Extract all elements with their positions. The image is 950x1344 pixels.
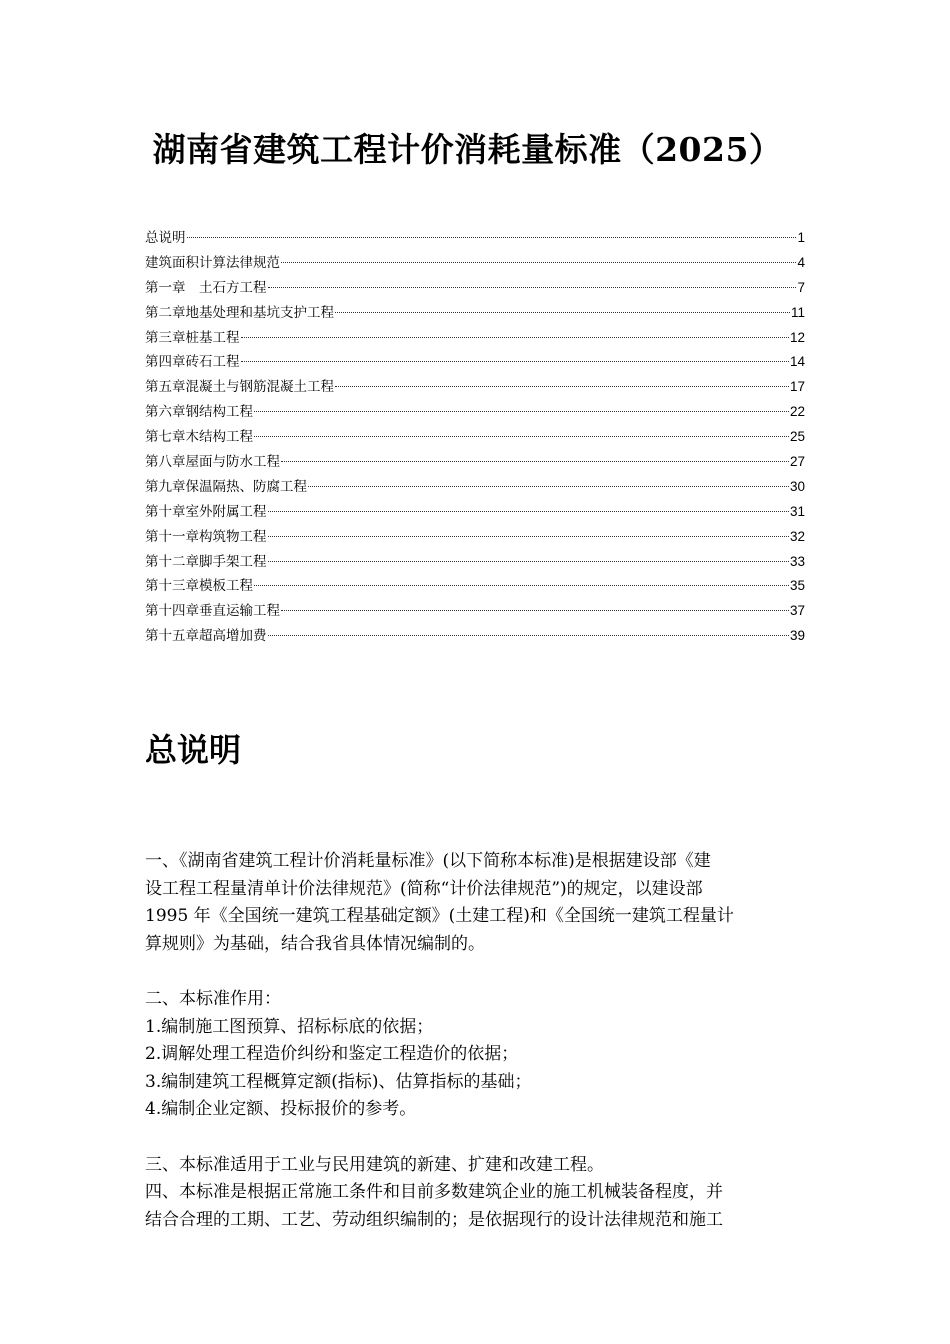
toc-entry[interactable] (145, 326, 805, 351)
body-line: 4.编制企业定额、投标报价的参考。 (145, 1099, 417, 1120)
body-line: 1.编制施工图预算、招标标底的依据； (145, 1016, 434, 1037)
toc-entry-label: 第三章桩基工程 (145, 329, 240, 346)
toc-entry[interactable] (145, 350, 805, 375)
toc-entry-label: 第七章木结构工程 (145, 429, 253, 446)
toc-entry[interactable] (145, 251, 805, 276)
toc-dot-leader (254, 436, 789, 437)
toc-entry[interactable] (145, 525, 805, 550)
toc-entry-page: 17 (789, 379, 805, 395)
toc-entry-page: 14 (789, 354, 805, 370)
body-line: 2.调解处理工程造价纠纷和鉴定工程造价的依据； (145, 1044, 519, 1065)
toc-entry[interactable] (145, 500, 805, 525)
toc-entry[interactable] (145, 574, 805, 599)
toc-entry[interactable] (145, 475, 805, 500)
section-body (145, 848, 810, 1234)
document-title: 湖南省建筑工程计价消耗量标准（2025） (152, 130, 783, 169)
toc-dot-leader (308, 486, 789, 487)
toc-dot-leader (281, 262, 796, 263)
toc-entry-label: 第十二章脚手架工程 (145, 553, 267, 570)
toc-entry-page: 32 (789, 528, 805, 544)
toc-entry-page: 22 (789, 404, 805, 420)
body-line: 三、本标准适用于工业与民用建筑的新建、扩建和改建工程。 (145, 1154, 604, 1175)
toc-entry-label: 第六章钢结构工程 (145, 404, 253, 421)
toc-entry[interactable] (145, 276, 805, 301)
toc-dot-leader (254, 411, 789, 412)
toc-entry[interactable] (145, 599, 805, 624)
toc-dot-leader (268, 511, 789, 512)
body-line: 结合合理的工期、工艺、劳动组织编制的；是依据现行的设计法律规范和施工 (145, 1209, 723, 1230)
table-of-contents (145, 226, 805, 649)
toc-entry[interactable] (145, 450, 805, 475)
toc-entry-label: 第十章室外附属工程 (145, 503, 267, 520)
body-line: 一、《湖南省建筑工程计价消耗量标准》(以下简称本标准)是根据建设部《建 (145, 851, 711, 871)
toc-entry-label: 第十三章模板工程 (145, 578, 253, 595)
body-line: 设工程工程量清单计价法律规范》(简称“计价法律规范”)的规定，以建设部 (145, 878, 703, 899)
toc-entry-page: 25 (789, 429, 805, 445)
toc-entry-label: 第十四章垂直运输工程 (145, 603, 280, 620)
toc-entry-label: 第八章屋面与防水工程 (145, 454, 280, 471)
toc-dot-leader (254, 585, 789, 586)
toc-entry-page: 39 (789, 628, 805, 644)
toc-dot-leader (268, 536, 789, 537)
toc-dot-leader (281, 461, 789, 462)
toc-dot-leader (241, 361, 789, 362)
toc-entry-label: 第十一章构筑物工程 (145, 528, 267, 545)
paragraph-gap (145, 1124, 810, 1152)
toc-entry-page: 37 (789, 603, 805, 619)
toc-entry-label: 总说明 (145, 230, 186, 246)
toc-entry-page: 30 (789, 478, 805, 494)
toc-entry[interactable] (145, 624, 805, 649)
toc-entry-page: 27 (789, 454, 805, 470)
toc-entry-label: 第二章地基处理和基坑支护工程 (145, 304, 334, 321)
toc-dot-leader (281, 610, 789, 611)
toc-entry[interactable] (145, 550, 805, 575)
paragraph-gap (145, 958, 810, 986)
toc-entry-page: 12 (789, 329, 805, 345)
body-line: 二、本标准作用： (145, 988, 281, 1009)
section-heading: 总说明 (145, 731, 242, 769)
toc-dot-leader (268, 287, 797, 288)
toc-entry[interactable] (145, 400, 805, 425)
toc-dot-leader (335, 386, 789, 387)
toc-entry-page: 7 (797, 279, 805, 295)
body-line: 算规则》为基础，结合我省具体情况编制的。 (145, 933, 485, 954)
toc-entry[interactable] (145, 301, 805, 326)
toc-entry[interactable] (145, 375, 805, 400)
toc-entry-label: 第一章 土石方工程 (145, 279, 267, 296)
toc-entry-label: 第五章混凝土与钢筋混凝土工程 (145, 379, 334, 396)
toc-entry-page: 35 (789, 578, 805, 594)
toc-entry-label: 第四章砖石工程 (145, 354, 240, 371)
toc-entry[interactable] (145, 425, 805, 450)
toc-entry-page: 31 (789, 503, 805, 519)
toc-dot-leader (335, 312, 790, 313)
toc-dot-leader (187, 237, 797, 238)
toc-dot-leader (268, 635, 789, 636)
toc-entry-page: 33 (789, 553, 805, 569)
body-line: 四、本标准是根据正常施工条件和目前多数建筑企业的施工机械装备程度，并 (145, 1182, 723, 1203)
toc-entry-label: 第九章保温隔热、防腐工程 (145, 478, 307, 495)
toc-entry-page: 11 (790, 304, 805, 320)
toc-dot-leader (241, 337, 789, 338)
toc-entry-page: 4 (797, 254, 805, 270)
toc-entry-label: 建筑面积计算法律规范 (145, 254, 280, 271)
toc-dot-leader (268, 561, 789, 562)
body-line: 1995 年《全国统一建筑工程基础定额》(土建工程)和《全国统一建筑工程量计 (145, 906, 734, 927)
toc-entry[interactable] (145, 226, 805, 251)
toc-entry-page: 1 (797, 230, 805, 245)
toc-entry-label: 第十五章超高增加费 (145, 628, 267, 645)
body-line: 3.编制建筑工程概算定额(指标)、估算指标的基础； (145, 1071, 532, 1092)
